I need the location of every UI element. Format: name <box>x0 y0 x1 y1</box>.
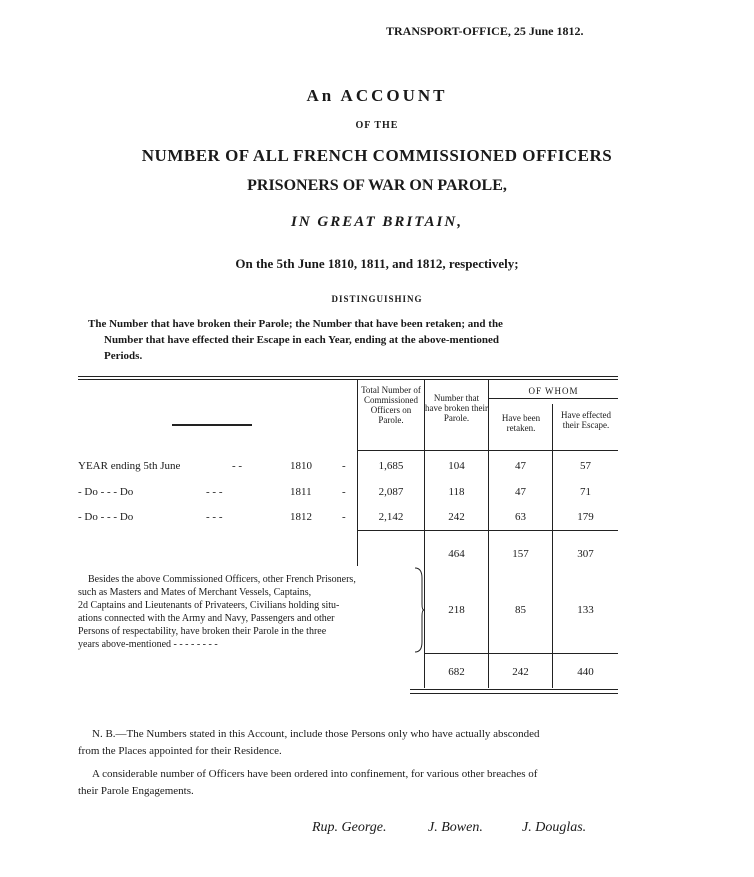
row-retaken: 47 <box>515 460 526 472</box>
table-top-rule-thin <box>78 379 618 380</box>
subtotal-rule <box>357 530 618 531</box>
besides-retaken: 85 <box>515 604 526 616</box>
row-label: - Do - - - Do <box>78 511 134 523</box>
title-main: NUMBER OF ALL FRENCH COMMISSIONED OFFICERS <box>141 146 613 165</box>
row-retaken: 63 <box>515 511 526 523</box>
title-account: An ACCOUNT <box>306 86 448 105</box>
total-escaped: 440 <box>577 666 594 678</box>
col-rule-3 <box>488 380 489 688</box>
header-total: Total Number of Commissioned Officers on Parole. <box>361 385 421 425</box>
title-distinguishing: DISTINGUISHING <box>331 294 423 304</box>
confinement-line-1: A considerable number of Officers have been ordered into confinement, for various other breaches of <box>92 768 538 780</box>
header-ornament-rule <box>172 424 252 426</box>
row-leader-dashes: - - - <box>206 486 223 498</box>
besides-line: years above-mentioned - - - - - - - - <box>78 639 218 650</box>
subtotal-retaken: 157 <box>512 548 529 560</box>
row-dash: - <box>342 511 346 523</box>
besides-line: 2d Captains and Lieutenants of Privateers, Civilians holding situ- <box>78 600 340 611</box>
signature-george: Rup. George. <box>312 820 387 835</box>
row-label: YEAR ending 5th June <box>78 460 181 472</box>
row-leader-dashes: - - <box>232 460 243 472</box>
nota-bene-line-2: from the Places appointed for their Residence. <box>78 745 282 757</box>
confinement-line-2: their Parole Engagements. <box>78 785 194 797</box>
title-prisoners: PRISONERS OF WAR ON PAROLE, <box>247 177 507 194</box>
row-total: 2,087 <box>378 486 404 498</box>
row-leader-dashes: - - - <box>206 511 223 523</box>
office-date: TRANSPORT-OFFICE, 25 June 1812. <box>386 24 584 38</box>
header-retaken: Have been retaken. <box>501 413 541 433</box>
row-dash: - <box>342 486 346 498</box>
subtotal-escaped: 307 <box>577 548 594 560</box>
besides-line: such as Masters and Mates of Merchant Vessels, Captains, <box>78 587 312 598</box>
besides-broken: 218 <box>448 604 465 616</box>
row-dash: - <box>342 460 346 472</box>
intro-line-2: Number that have effected their Escape in each Year, ending at the above-mentioned <box>104 334 500 346</box>
besides-line: Persons of respectability, have broken their Parole in the three <box>78 626 327 637</box>
row-escaped: 71 <box>580 486 591 498</box>
nota-bene-line-1: N. B.—The Numbers stated in this Account, include those Persons only who have actually absconded <box>92 728 540 740</box>
row-escaped: 57 <box>580 460 591 472</box>
signature-bowen: J. Bowen. <box>428 820 483 835</box>
header-escaped: Have effected their Escape. <box>560 410 612 430</box>
total-broken: 682 <box>448 666 465 678</box>
besides-escaped: 133 <box>577 604 594 616</box>
row-total: 2,142 <box>378 511 404 523</box>
row-label: - Do - - - Do <box>78 486 134 498</box>
intro-line-1: The Number that have broken their Parole; the Number that have been retaken; and the <box>88 318 503 330</box>
col-rule-4 <box>552 404 553 688</box>
row-retaken: 47 <box>515 486 526 498</box>
row-broken: 118 <box>448 486 465 498</box>
row-year: 1812 <box>290 511 312 523</box>
subtotal-broken: 464 <box>448 548 465 560</box>
header-broken: Number that have broken their Parole. <box>425 393 488 423</box>
row-total: 1,685 <box>378 460 404 472</box>
header-of-whom: OF WHOM <box>528 386 579 396</box>
besides-line: Besides the above Commissioned Officers, other French Prisoners, <box>88 574 356 585</box>
title-dates: On the 5th June 1810, 1811, and 1812, respectively; <box>235 256 519 271</box>
signature-douglas: J. Douglas. <box>522 820 587 835</box>
of-whom-brace <box>488 398 618 399</box>
besides-line: ations connected with the Army and Navy, Passengers and other <box>78 613 335 624</box>
table-bottom-rule <box>410 689 618 690</box>
row-escaped: 179 <box>577 511 594 523</box>
intro-line-3: Periods. <box>104 350 143 362</box>
row-year: 1810 <box>290 460 312 472</box>
row-year: 1811 <box>290 486 312 498</box>
row-broken: 104 <box>448 460 465 472</box>
header-bottom-rule <box>357 450 618 451</box>
table-top-rule <box>78 376 618 377</box>
curly-brace <box>413 566 425 654</box>
title-of-the: OF THE <box>355 120 399 131</box>
total-retaken: 242 <box>512 666 529 678</box>
row-broken: 242 <box>448 511 465 523</box>
table-bottom-rule-thin <box>410 693 618 694</box>
title-great-britain: IN GREAT BRITAIN, <box>291 214 463 230</box>
total-rule <box>424 653 618 654</box>
